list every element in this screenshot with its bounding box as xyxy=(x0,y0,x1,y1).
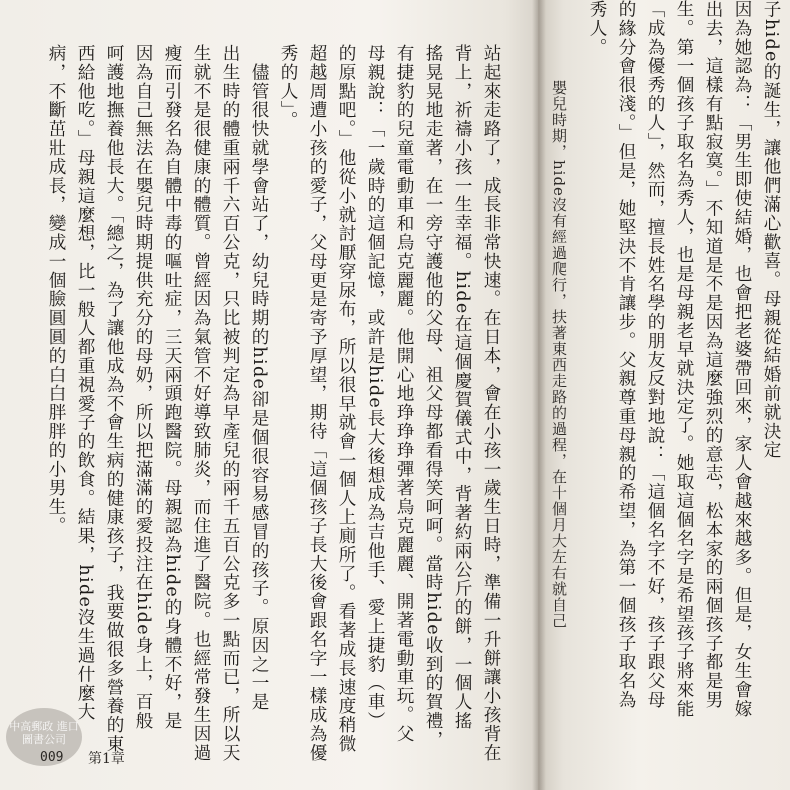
body-column: 搖晃晃地走著，在一旁守護他的父母、祖父母都看得笑呵呵。當時hide收到的賀禮， xyxy=(423,44,443,750)
body-column: 呵護地撫養他長大。「總之，為了讓他成為不會生病的健康孩子，我要做很多營養的東 xyxy=(104,44,124,754)
watermark-text: 中高郵政 進口圖書公司 xyxy=(9,720,79,746)
chapter-label: 第1章 xyxy=(88,751,125,767)
body-column: 秀的人」。 xyxy=(278,44,298,130)
body-column: 有捷豹的兒童電動車和烏克麗麗。他開心地琤琤琤彈著烏克麗麗、開著電動車玩。父 xyxy=(394,44,414,744)
body-column: 子hide的誕生，讓他們滿心歡喜。母親從結婚前就決定 xyxy=(761,0,781,460)
body-column: 站起來走路了，成長非常快速。在日本，會在小孩一歲生日時，準備一升餅讓小孩背在 xyxy=(481,44,501,763)
body-column: 「成為優秀的人」，然而，擅長姓名學的朋友反對地說：「這個名字不好，孩子跟父母 xyxy=(645,0,665,710)
body-column: 的原點吧。」他從小就討厭穿尿布，所以很早就會一個人上廁所了。看著成長速度稍微 xyxy=(336,44,356,754)
body-column: 背上，祈禱小孩一生幸福。hide在這個慶賀儀式中，背著約兩公斤的餅，一個人搖 xyxy=(452,44,472,731)
body-column: 秀人。 xyxy=(587,0,607,57)
body-column: 生就不是很健康的體質。曾經因為氣管不好導致肺炎，而住進了醫院。也經常發生因過 xyxy=(191,44,211,763)
body-column: 儘管很快就學會站了，幼兒時期的hide卻是個很容易感冒的孩子。原因之一是 xyxy=(249,44,269,712)
body-column: 出生時的體重兩千六百公克，只比被判定為早產兒的兩千五百公克多一點而已，所以天 xyxy=(220,44,240,763)
body-column: 因為自己無法在嬰兒時期提供充分的母奶，所以把滿滿的愛投注在hide身上，百般 xyxy=(133,44,153,731)
book-gutter xyxy=(532,0,546,790)
body-column: 生。第一個孩子取名為秀人，也是母親老早就決定了。她取這個名字是希望孩子將來能 xyxy=(674,0,694,719)
body-column: 病，不斷茁壯成長，變成一個臉圓圓的白白胖胖的小男生。 xyxy=(46,44,66,536)
body-column: 的緣分會很淺。」但是，她堅決不肯讓步。父親尊重母親的希望，為第一個孩子取名為 xyxy=(616,0,636,710)
photo-caption: 嬰兒時期，hide沒有經過爬行，扶著東西走路的過程，在十個月大左右就自己 xyxy=(550,80,568,629)
page-number: 009 xyxy=(40,750,64,765)
body-column: 超越周遭小孩的愛子，父母更是寄予厚望，期待「這個孩子長大後會跟名字一樣成為優 xyxy=(307,44,327,763)
body-column: 出去，這樣有點寂寞。」不知道是不是因為這麼強烈的意志，松本家的兩個孩子都是男 xyxy=(703,0,723,710)
body-column: 瘦而引發名為自體中毒的嘔吐症，三天兩頭跑醫院。母親認為hide的身體不好，是 xyxy=(162,44,182,731)
body-column: 因為她認為：「男生即使結婚，也會把老婆帶回來，家人會越來越多。但是，女生會嫁 xyxy=(732,0,752,719)
right-page xyxy=(538,0,790,790)
body-column: 母親說：「一歲時的這個記憶，或許是hide長大後想成為吉他手、愛上捷豹（車） xyxy=(365,44,385,731)
body-column: 西給他吃。」母親這麼想，比一般人都重視愛子的飲食。結果，hide沒生過什麼大 xyxy=(75,44,95,722)
